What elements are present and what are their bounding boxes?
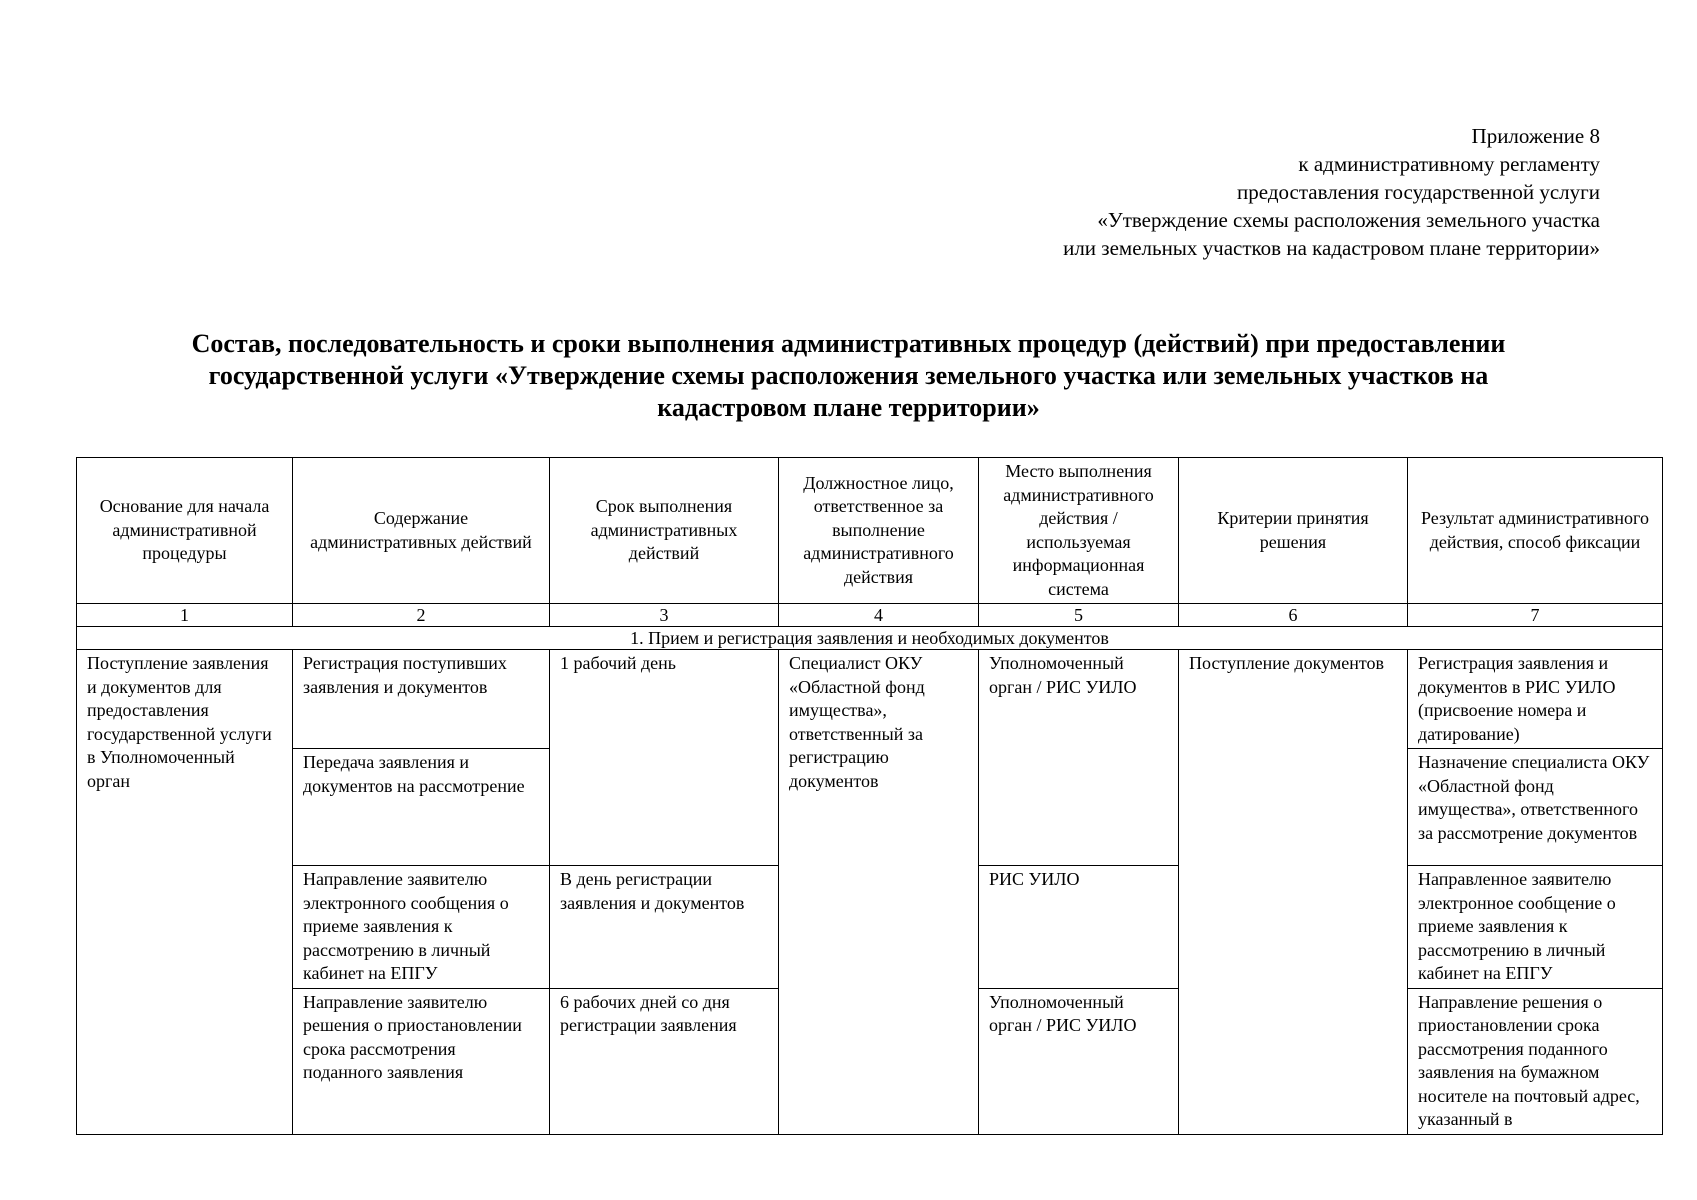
header-official: Должностное лицо, ответственное за выполнение административного действия [779,458,979,604]
appendix-line: «Утверждение схемы расположения земельного участка [1097,208,1600,232]
criteria-cell: Поступление документов [1179,650,1408,1135]
title-line: государственной услуги «Утверждение схемы расположения земельного участка или земельных участков на [208,361,1489,390]
official-cell: Специалист ОКУ «Областной фонд имущества», ответственный за регистрацию документов [779,650,979,1135]
section-row [77,627,1663,650]
result-cell: Направление решения о приостановлении срока рассмотрения поданного заявления на бумажном носителе на почтовый адрес, указанный в [1408,988,1663,1134]
place-cell: Уполномоченный орган / РИС УИЛО [979,650,1179,866]
term-cell: В день регистрации заявления и документов [550,866,779,989]
column-numbers-row [77,604,1663,627]
appendix-line: или земельных участков на кадастровом плане территории» [1063,236,1600,260]
term-cell: 6 рабочих дней со дня регистрации заявления [550,988,779,1134]
section-title: 1. Прием и регистрация заявления и необходимых документов [77,627,1663,650]
column-number: 6 [1179,604,1408,627]
appendix-reference [1063,122,1600,262]
column-number: 3 [550,604,779,627]
column-number: 5 [979,604,1179,627]
header-action: Содержание административных действий [293,458,550,604]
column-number: 7 [1408,604,1663,627]
action-cell: Направление заявителю решения о приостановлении срока рассмотрения поданного заявления [293,988,550,1134]
title-line: Состав, последовательность и сроки выполнения административных процедур (действий) при предоставлении [191,329,1506,358]
header-result: Результат административного действия, способ фиксации [1408,458,1663,604]
table-header-row [77,458,1663,604]
procedures-table [76,457,1663,1135]
term-cell: 1 рабочий день [550,650,779,866]
column-number: 1 [77,604,293,627]
place-cell: Уполномоченный орган / РИС УИЛО [979,988,1179,1134]
basis-cell: Поступление заявления и документов для предоставления государственной услуги в Уполномоченный орган [77,650,293,1135]
result-cell: Регистрация заявления и документов в РИС УИЛО (присвоение номера и датирование) [1408,650,1663,749]
place-cell: РИС УИЛО [979,866,1179,989]
action-cell: Передача заявления и документов на рассмотрение [293,749,550,866]
column-number: 2 [293,604,550,627]
result-cell: Назначение специалиста ОКУ «Областной фонд имущества», ответственного за рассмотрение документов [1408,749,1663,866]
document-title [80,328,1617,424]
header-place: Место выполнения административного действия / используемая информационная система [979,458,1179,604]
action-cell: Регистрация поступивших заявления и документов [293,650,550,749]
title-line: кадастровом плане территории» [657,393,1040,422]
result-cell: Направленное заявителю электронное сообщение о приеме заявления к рассмотрению в личный кабинет на ЕПГУ [1408,866,1663,989]
action-cell: Направление заявителю электронного сообщения о приеме заявления к рассмотрению в личный кабинет на ЕПГУ [293,866,550,989]
header-basis: Основание для начала административной процедуры [77,458,293,604]
header-criteria: Критерии принятия решения [1179,458,1408,604]
column-number: 4 [779,604,979,627]
appendix-line: предоставления государственной услуги [1237,180,1600,204]
header-term: Срок выполнения административных действий [550,458,779,604]
appendix-number: Приложение 8 [1471,124,1600,148]
appendix-line: к административному регламенту [1298,152,1600,176]
table-row [77,650,1663,749]
